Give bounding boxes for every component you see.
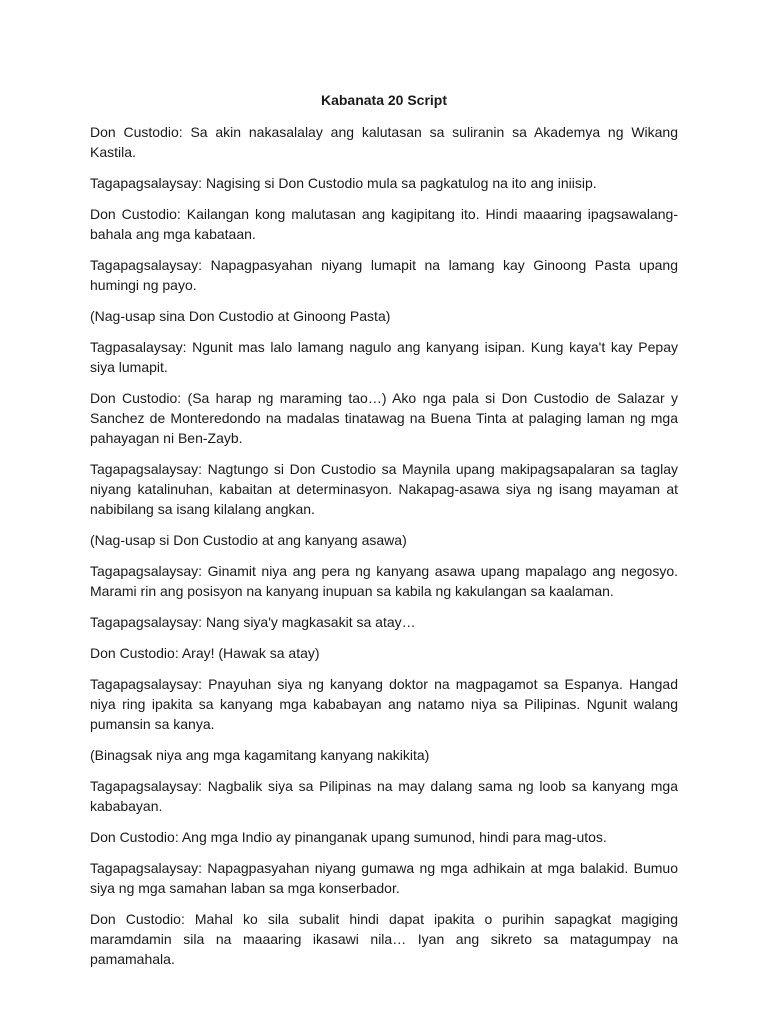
script-paragraph: Don Custodio: Aray! (Hawak sa atay) <box>90 645 320 661</box>
script-paragraph: Don Custodio: Kailangan kong malutasan ang kagipitang ito. Hindi maaaring ipagsawalang-bahala ang mga kabataan. <box>90 206 678 242</box>
script-paragraph: Tagapagsalaysay: Napagpasyahan niyang lumapit na lamang kay Ginoong Pasta upang humingi ng payo. <box>90 257 678 293</box>
document-title: Kabanata 20 Script <box>320 92 448 108</box>
script-paragraph: Tagapagsalaysay: Napagpasyahan niyang gumawa ng mga adhikain at mga balakid. Bumuo siya ng mga samahan laban sa mga konserbador. <box>90 860 678 896</box>
script-paragraph: Tagpasalaysay: Ngunit mas lalo lamang nagulo ang kanyang isipan. Kung kaya't kay Pepay siya lumapit. <box>90 339 678 375</box>
script-paragraph: Don Custodio: Ang mga Indio ay pinanganak upang sumunod, hindi para mag-utos. <box>90 829 607 845</box>
script-paragraph: Tagapagsalaysay: Nagtungo si Don Custodio sa Maynila upang makipagsapalaran sa taglay niyang katalinuhan, kabaitan at determinasyon. Nakapag-asawa siya ng isang mayaman at nabibilang sa isang kilalang angkan. <box>90 461 678 517</box>
stage-direction: (Nag-usap si Don Custodio at ang kanyang asawa) <box>90 532 407 548</box>
script-paragraph: Tagapagsalaysay: Ginamit niya ang pera ng kanyang asawa upang mapalago ang negosyo. Marami rin ang posisyon na kanyang inupuan sa kabila ng kakulangan sa kaalaman. <box>90 563 678 599</box>
script-paragraph: Tagapagsalaysay: Nagbalik siya sa Pilipinas na may dalang sama ng loob sa kanyang mga kababayan. <box>90 778 678 814</box>
script-paragraph: Don Custodio: (Sa harap ng maraming tao…) Ako nga pala si Don Custodio de Salazar y Sanchez de Monteredondo na madalas tinatawag na Buena Tinta at palaging laman ng mga pahayagan ni Ben-Zayb. <box>90 390 678 446</box>
script-paragraph: Tagapagsalaysay: Nang siya'y magkasakit sa atay… <box>90 614 416 630</box>
script-paragraph: Don Custodio: Sa akin nakasalalay ang kalutasan sa suliranin sa Akademya ng Wikang Kastila. <box>90 124 678 160</box>
stage-direction: (Binagsak niya ang mga kagamitang kanyang nakikita) <box>90 747 430 763</box>
script-paragraph: Don Custodio: Mahal ko sila subalit hindi dapat ipakita o purihin sapagkat magiging maramdamin sila na maaaring ikasawi nila… Iyan ang sikreto sa matagumpay na pamamahala. <box>90 911 678 967</box>
stage-direction: (Nag-usap sina Don Custodio at Ginoong Pasta) <box>90 308 391 324</box>
script-paragraph: Tagapagsalaysay: Pnayuhan siya ng kanyang doktor na magpagamot sa Espanya. Hangad niya ring ipakita sa kanyang mga kababayan ang natamo niya sa Pilipinas. Ngunit walang pumansin sa kanya. <box>90 676 678 732</box>
script-paragraph: Tagapagsalaysay: Nagising si Don Custodio mula sa pagkatulog na ito ang iniisip. <box>90 175 597 191</box>
